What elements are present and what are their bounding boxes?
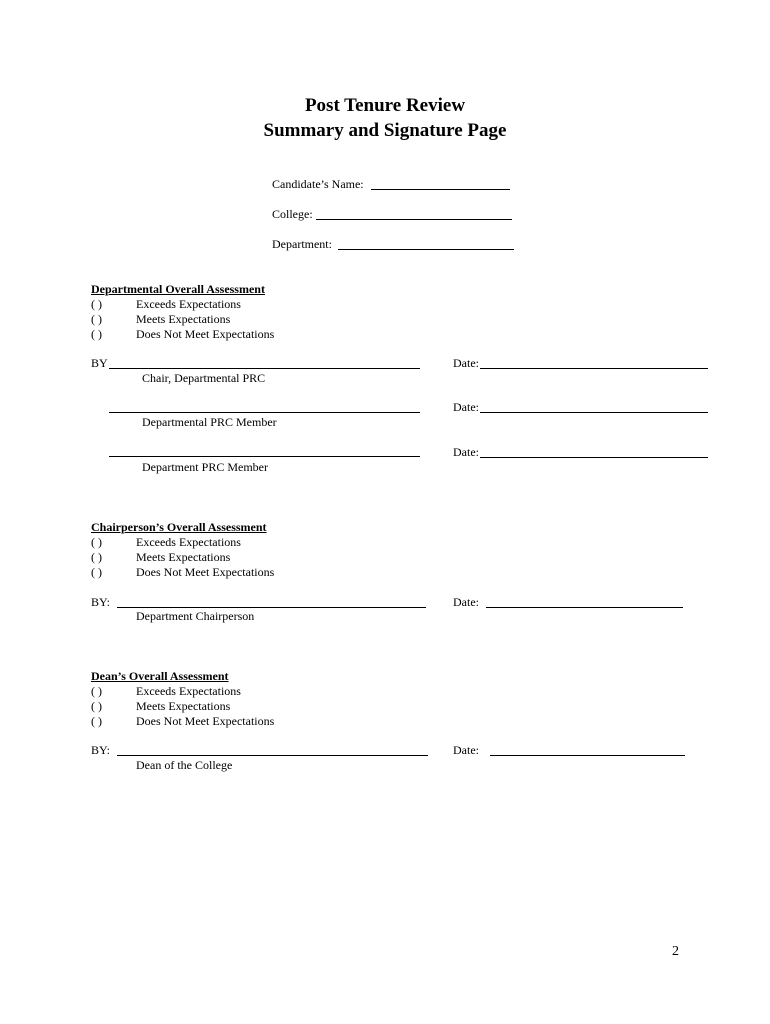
dept-date-label-3: Date: <box>453 445 479 459</box>
dept-chair-signature-line[interactable] <box>109 368 420 369</box>
chair-signature-caption: Department Chairperson <box>136 609 255 623</box>
dean-assessment-heading: Dean’s Overall Assessment <box>91 669 229 683</box>
dept-member-signature-line[interactable] <box>109 412 420 413</box>
dean-signature-line[interactable] <box>117 755 428 756</box>
dept-date-field-3[interactable] <box>480 457 708 458</box>
dean-exceeds-label: Exceeds Expectations <box>136 684 241 698</box>
candidate-name-field[interactable] <box>371 189 510 190</box>
chair-signature-line[interactable] <box>117 607 426 608</box>
dean-date-field[interactable] <box>490 755 685 756</box>
dept-exceeds-label: Exceeds Expectations <box>136 297 241 311</box>
dept-member-caption: Departmental PRC Member <box>142 415 277 429</box>
chair-date-label: Date: <box>453 595 479 609</box>
dept-prc-member-caption: Department PRC Member <box>142 460 268 474</box>
dean-signature-caption: Dean of the College <box>136 758 233 772</box>
dept-meets-checkbox[interactable]: ( ) <box>91 312 102 326</box>
dean-date-label: Date: <box>453 743 479 757</box>
chair-exceeds-label: Exceeds Expectations <box>136 535 241 549</box>
dept-chair-caption: Chair, Departmental PRC <box>142 371 266 385</box>
dean-not-meet-label: Does Not Meet Expectations <box>136 714 275 728</box>
page-title: Post Tenure Review <box>304 95 466 116</box>
dept-not-meet-label: Does Not Meet Expectations <box>136 327 275 341</box>
dept-date-label-1: Date: <box>453 356 479 370</box>
page-number: 2 <box>672 944 679 959</box>
chair-meets-checkbox[interactable]: ( ) <box>91 550 102 564</box>
dean-not-meet-checkbox[interactable]: ( ) <box>91 714 102 728</box>
dept-exceeds-checkbox[interactable]: ( ) <box>91 297 102 311</box>
chair-by-label: BY: <box>91 595 110 609</box>
chair-meets-label: Meets Expectations <box>136 550 231 564</box>
dept-by-label: BY <box>91 356 108 370</box>
dept-not-meet-checkbox[interactable]: ( ) <box>91 327 102 341</box>
chair-not-meet-label: Does Not Meet Expectations <box>136 565 275 579</box>
chair-exceeds-checkbox[interactable]: ( ) <box>91 535 102 549</box>
candidate-name-label: Candidate’s Name: <box>272 177 364 191</box>
dept-prc-member-signature-line[interactable] <box>109 456 420 457</box>
department-label: Department: <box>272 237 332 251</box>
dept-date-field-2[interactable] <box>480 412 708 413</box>
dean-exceeds-checkbox[interactable]: ( ) <box>91 684 102 698</box>
dept-date-field-1[interactable] <box>480 368 708 369</box>
college-field[interactable] <box>316 219 512 220</box>
dean-by-label: BY: <box>91 743 110 757</box>
page-subtitle: Summary and Signature Page <box>263 120 507 141</box>
chairperson-assessment-heading: Chairperson’s Overall Assessment <box>91 520 267 534</box>
dean-meets-label: Meets Expectations <box>136 699 231 713</box>
departmental-assessment-heading: Departmental Overall Assessment <box>91 282 265 296</box>
dept-meets-label: Meets Expectations <box>136 312 231 326</box>
dept-date-label-2: Date: <box>453 400 479 414</box>
dean-meets-checkbox[interactable]: ( ) <box>91 699 102 713</box>
college-label: College: <box>272 207 313 221</box>
department-field[interactable] <box>338 249 514 250</box>
chair-date-field[interactable] <box>486 607 683 608</box>
chair-not-meet-checkbox[interactable]: ( ) <box>91 565 102 579</box>
